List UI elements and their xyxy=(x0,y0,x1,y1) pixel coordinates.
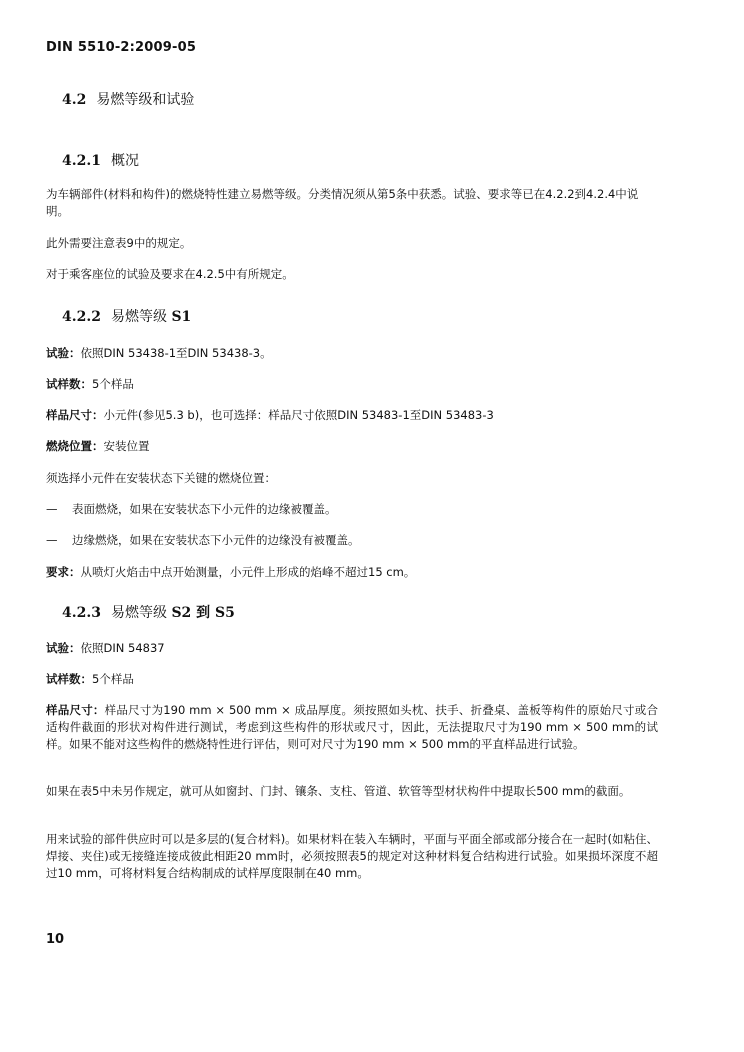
paragraph-composite-materials: 用来试验的部件供应时可以是多层的(复合材料)。如果材料在装入车辆时，平面与平面全部或部分接合在一起时(如粘住、焊接、夹住)或无接缝连接成彼此相距20 mm时，必须按照表5的规定对这种材料复合结构进行试验。如果损坏深度不超过10 mm，可将材料复合结构制成的试样厚度限制在40 mm。 xyxy=(46,832,658,880)
field-label: 试验： xyxy=(46,641,81,655)
section-number: 4.2.1 xyxy=(62,153,101,169)
s2-s5-specimen-count-line xyxy=(46,671,658,688)
field-value: 安装位置 xyxy=(103,439,150,453)
section-title: 易燃等级和试验 xyxy=(96,92,195,108)
field-value: 依照DIN 54837 xyxy=(80,641,165,655)
s2-s5-specimen-size-paragraph xyxy=(46,702,658,753)
section-number: 4.2.3 xyxy=(62,605,101,621)
section-number: 4.2.2 xyxy=(62,309,101,325)
s1-specimen-count-line xyxy=(46,376,658,393)
field-value: 样品尺寸为190 mm × 500 mm × 成品厚度。须按照如头枕、扶手、折叠桌、盖板等构件的原始尺寸或合适构件截面的形状对构件进行测试，考虑到这些构件的形状或尺寸，因此，无法提取尺寸为190 mm × 500 mm的试样。如果不能对这些构件的燃烧特性进行评估，则可对尺寸为190 mm × 500 mm的平直样品进行试验。 xyxy=(46,703,658,751)
s1-burn-position-line xyxy=(46,438,658,455)
paragraph-general: 为车辆部件(材料和构件)的燃烧特性建立易燃等级。分类情况须从第5条中获悉。试验、要求等已在4.2.2到4.2.4中说明。 xyxy=(46,187,639,218)
section-title: 易燃等级 S2 到 S5 xyxy=(110,605,235,621)
field-label: 样品尺寸： xyxy=(46,703,105,717)
page-number: 10 xyxy=(46,932,65,947)
section-number: 4.2 xyxy=(62,92,87,108)
field-value: 5个样品 xyxy=(92,377,134,391)
section-4-2-1-heading xyxy=(62,150,139,170)
dash-bullet: — xyxy=(46,533,58,547)
list-item-text: 表面燃烧，如果在安装状态下小元件的边缘被覆盖。 xyxy=(72,502,337,516)
s1-specimen-size-line xyxy=(46,407,658,424)
field-label: 样品尺寸： xyxy=(46,408,104,422)
paragraph-profile-sections: 如果在表5中未另作规定，就可从如窗封、门封、镶条、支柱、管道、软管等型材状构件中提取长500 mm的截面。 xyxy=(46,784,631,798)
list-item-text: 边缘燃烧，如果在安装状态下小元件的边缘没有被覆盖。 xyxy=(72,533,360,547)
s1-test-line xyxy=(46,345,658,362)
field-label: 试样数： xyxy=(46,377,92,391)
field-value: 依照DIN 53438-1至DIN 53438-3。 xyxy=(80,346,272,360)
s1-select-intro: 须选择小元件在安装状态下关键的燃烧位置： xyxy=(46,471,276,485)
s1-requirement-line xyxy=(46,564,658,581)
section-title: 概况 xyxy=(110,153,139,169)
s2-s5-test-line xyxy=(46,640,658,657)
list-item xyxy=(46,501,658,518)
section-4-2-heading xyxy=(62,89,194,109)
paragraph-seat-note: 对于乘客座位的试验及要求在4.2.5中有所规定。 xyxy=(46,267,294,281)
section-4-2-2-heading xyxy=(62,306,191,326)
section-title: 易燃等级 S1 xyxy=(110,309,192,325)
field-label: 燃烧位置： xyxy=(46,439,104,453)
field-value: 从喷灯火焰击中点开始测量，小元件上形成的焰峰不超过15 cm。 xyxy=(80,565,416,579)
section-4-2-3-heading xyxy=(62,602,235,622)
field-value: 5个样品 xyxy=(92,672,134,686)
dash-bullet: — xyxy=(46,502,58,516)
list-item xyxy=(46,532,658,549)
field-label: 试验： xyxy=(46,346,81,360)
field-label: 要求： xyxy=(46,565,81,579)
field-value: 小元件(参见5.3 b)，也可选择：样品尺寸依照DIN 53483-1至DIN 53483-3 xyxy=(103,408,494,422)
field-label: 试样数： xyxy=(46,672,92,686)
document-id: DIN 5510-2:2009-05 xyxy=(46,40,197,55)
paragraph-table9-note: 此外需要注意表9中的规定。 xyxy=(46,236,192,250)
